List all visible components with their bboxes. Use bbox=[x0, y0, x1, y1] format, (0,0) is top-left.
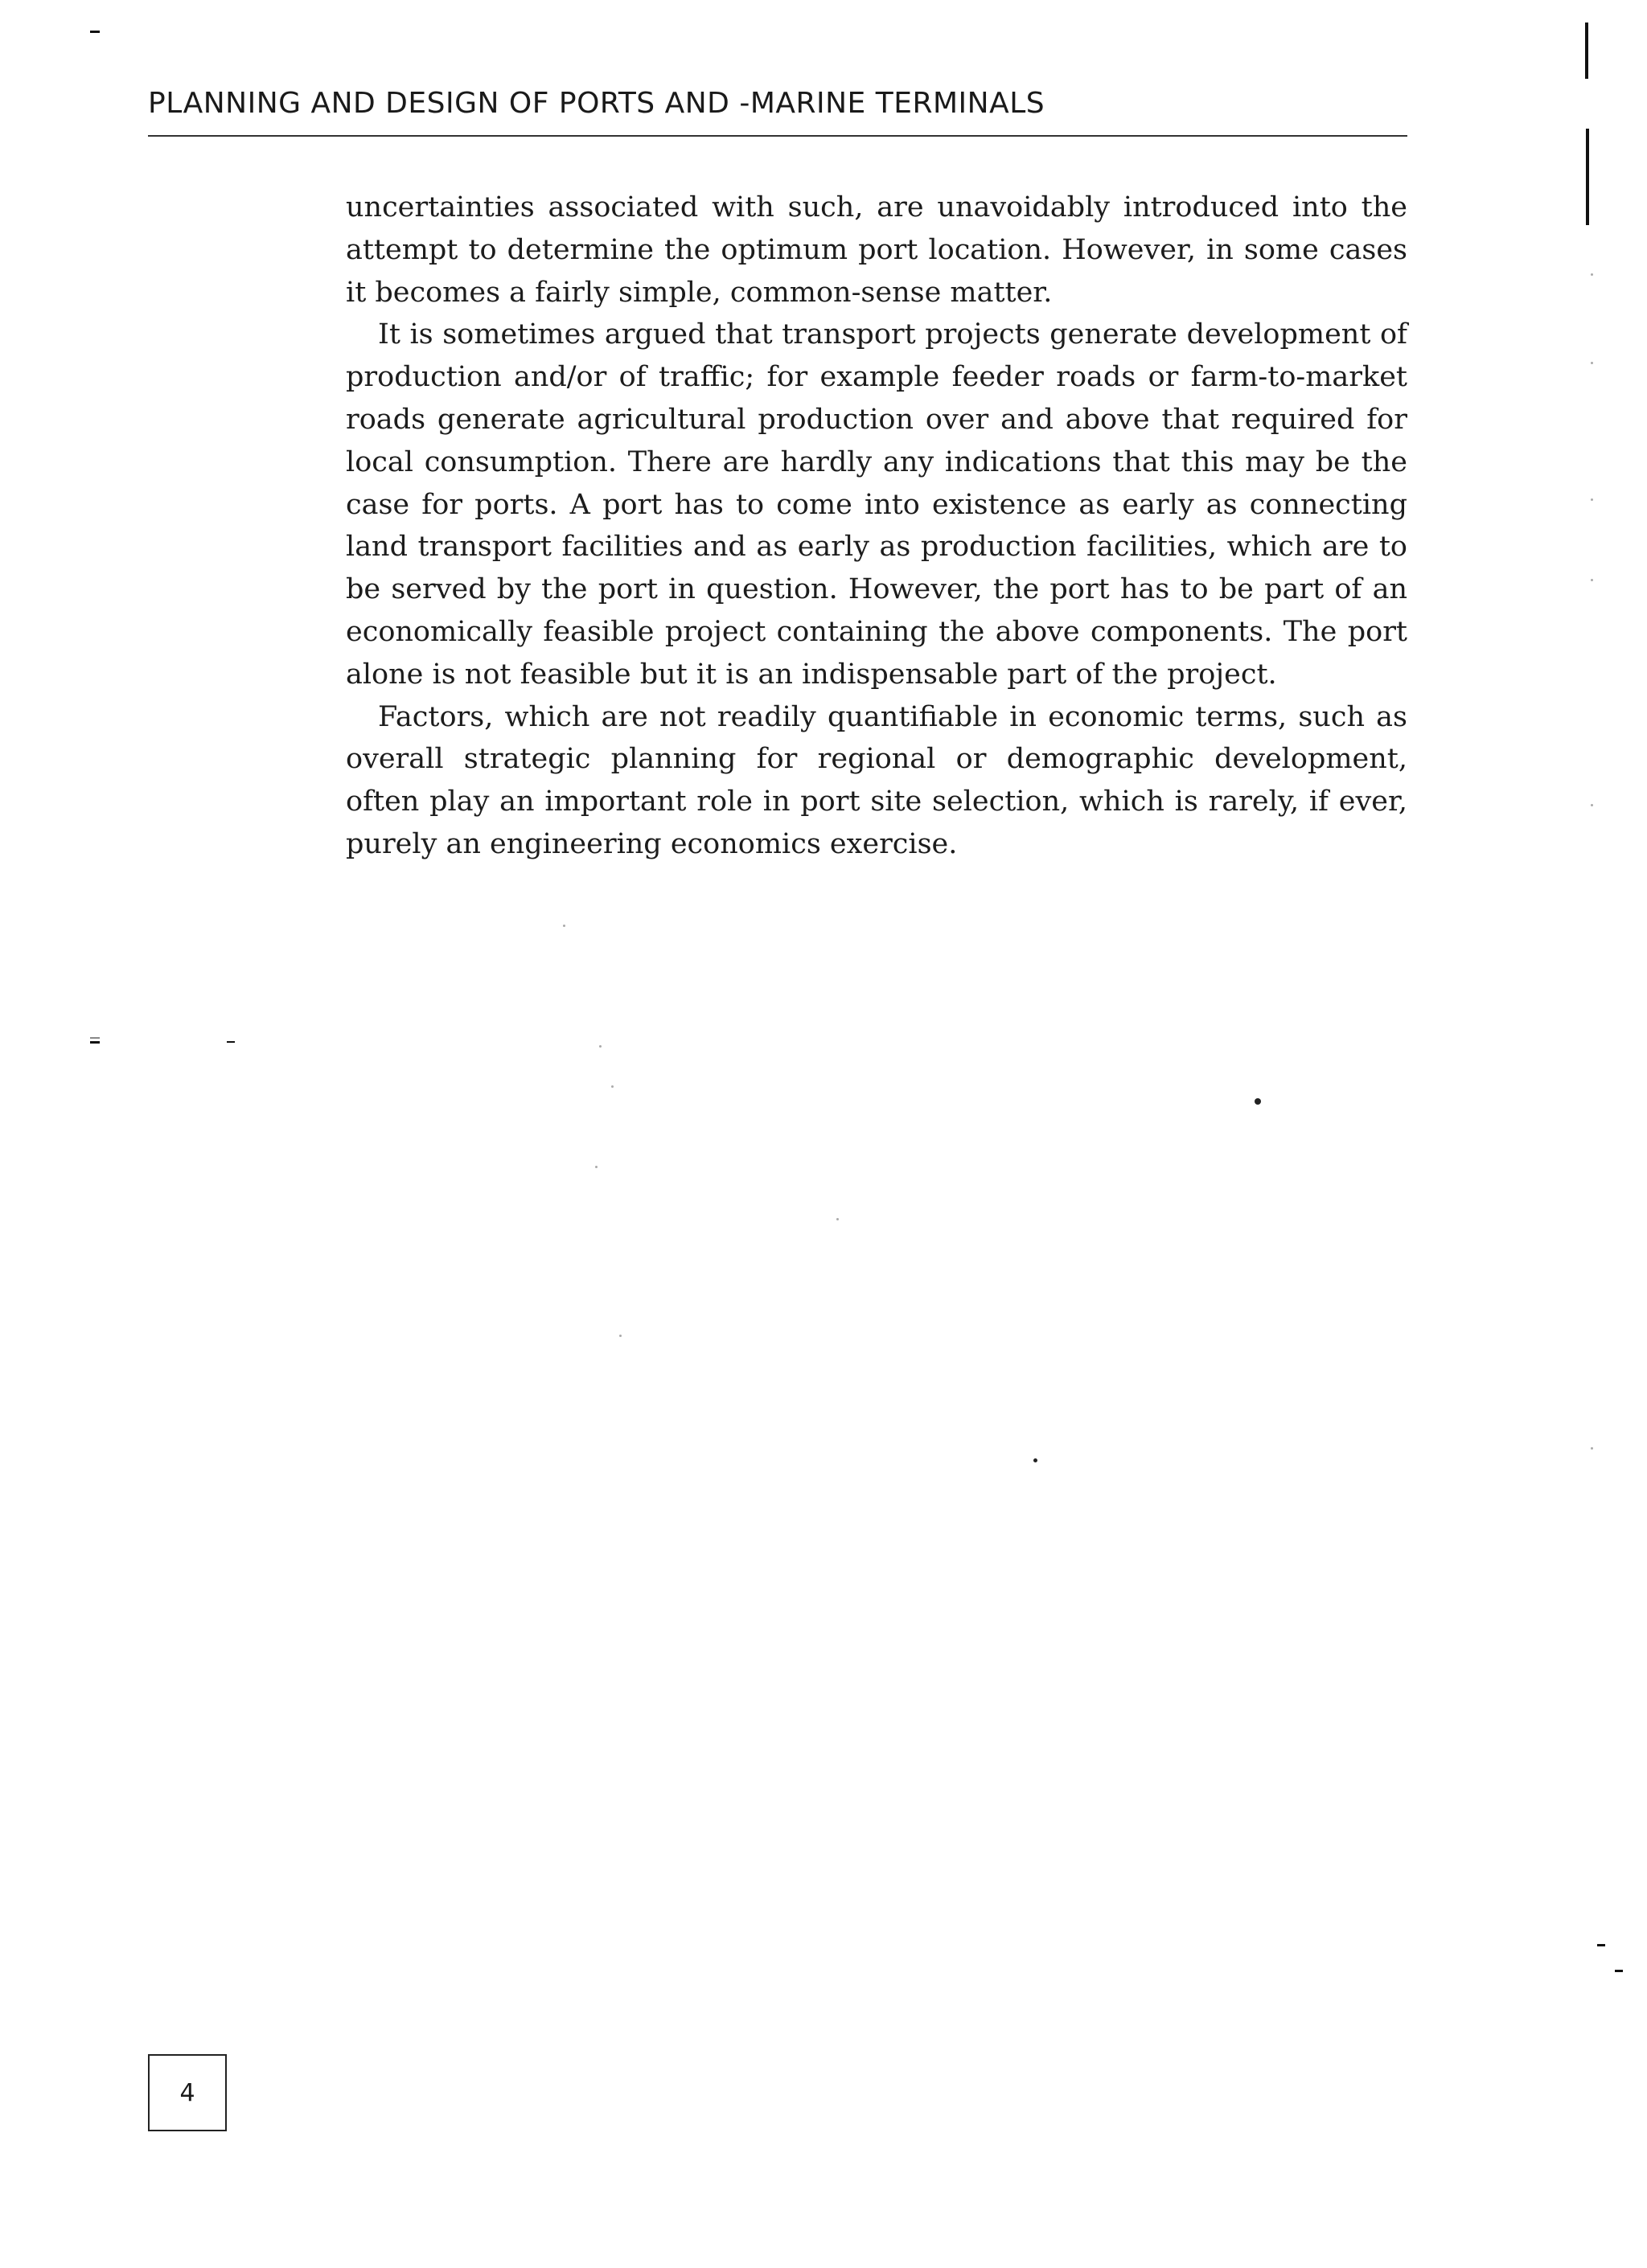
scan-speck bbox=[1591, 1447, 1593, 1450]
scan-speck bbox=[1591, 498, 1593, 501]
scan-speck bbox=[595, 1166, 598, 1168]
scan-speck bbox=[836, 1218, 839, 1220]
header-rule bbox=[148, 135, 1407, 137]
scan-mark bbox=[90, 1037, 100, 1039]
scan-mark bbox=[1586, 129, 1589, 225]
running-head: PLANNING AND DESIGN OF PORTS AND -MARINE TERMINALS bbox=[148, 87, 1045, 120]
scan-speck bbox=[1591, 579, 1593, 581]
body-text bbox=[346, 187, 1407, 866]
page-number: 4 bbox=[179, 2078, 195, 2107]
scan-speck bbox=[619, 1335, 622, 1337]
scan-speck bbox=[611, 1085, 614, 1088]
paragraph: Factors, which are not readily quantifiable in economic terms, such as overall strategic planning for regional or demographic development, often play an important role in port site selection, which is rarely, if ever, purely an engineering economics exercise. bbox=[346, 700, 1407, 860]
scan-dot bbox=[1255, 1098, 1261, 1105]
scan-speck bbox=[1591, 804, 1593, 806]
scan-mark bbox=[1597, 1944, 1605, 1946]
scan-mark bbox=[1615, 1970, 1623, 1972]
scan-dot bbox=[1033, 1458, 1037, 1462]
paragraph: uncertainties associated with such, are unavoidably introduced into the attempt to determine the optimum port location. However, in some cases it becomes a fairly simple, common-sense matter. bbox=[346, 191, 1407, 309]
scan-speck bbox=[563, 925, 565, 927]
scan-mark bbox=[90, 1041, 100, 1044]
scan-speck bbox=[1591, 273, 1593, 276]
scan-speck bbox=[599, 1045, 602, 1048]
scan-mark bbox=[90, 31, 100, 33]
scan-mark bbox=[1585, 23, 1588, 79]
scan-mark bbox=[227, 1041, 235, 1043]
paragraph: It is sometimes argued that transport projects generate development of production and/or of traffic; for example feeder roads or farm-to-market roads generate agricultural production over and above that required for local consumption. There are hardly any indications that this may be the case for ports. A port has to come into existence as early as connecting land transport facilities and as early as production facilities, which are to be served by the port in question. However, the port has to be part of an economically feasible project containing the above components. The port alone is not feasible but it is an indispensable part of the project. bbox=[346, 318, 1407, 691]
scan-speck bbox=[1591, 362, 1593, 364]
page-number-box bbox=[148, 2054, 227, 2131]
